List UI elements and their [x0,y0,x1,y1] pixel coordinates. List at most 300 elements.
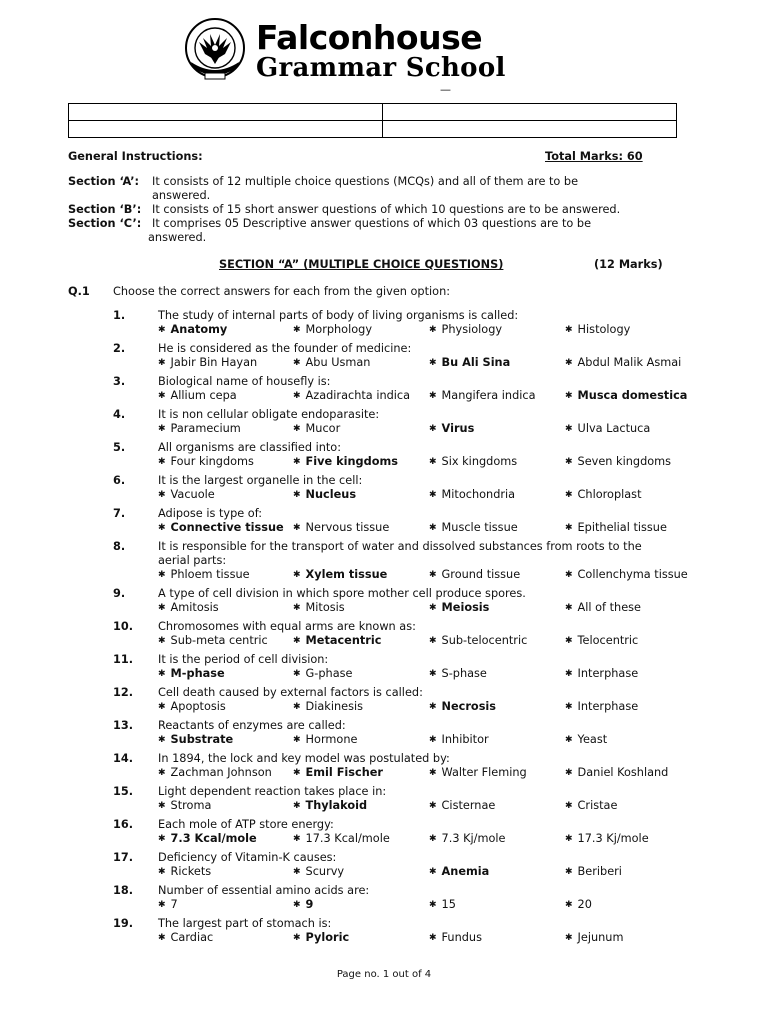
mcq-option-label: Mangifera indica [441,389,536,402]
mcq-option[interactable] [565,389,687,402]
mcq-option[interactable] [429,766,527,779]
mcq-option[interactable] [158,667,225,680]
mcq-option[interactable] [293,700,363,713]
mcq-number: 17. [113,851,134,864]
mcq-item [0,375,768,408]
total-marks: Total Marks: 60 [545,150,643,163]
mcq-item [0,917,768,950]
bullet-star-icon: ✱ [293,702,301,712]
mcq-option[interactable] [429,389,536,402]
bullet-star-icon: ✱ [429,669,437,679]
mcq-option-label: Rickets [170,865,212,878]
bullet-star-icon: ✱ [293,735,301,745]
mcq-option-label: Mitosis [305,601,345,614]
mcq-option-label: Daniel Koshland [577,766,669,779]
mcq-option-label: Zachman Johnson [170,766,272,779]
mcq-option[interactable] [429,601,489,614]
mcq-option[interactable] [429,634,527,647]
mcq-option[interactable] [565,601,641,614]
bullet-star-icon: ✱ [293,801,301,811]
mcq-option-label: Histology [577,323,631,336]
mcq-option[interactable] [158,568,250,581]
bullet-star-icon: ✱ [429,933,437,943]
bullet-star-icon: ✱ [158,702,166,712]
bullet-star-icon: ✱ [565,603,573,613]
mcq-option[interactable] [293,766,383,779]
school-header [183,18,563,90]
mcq-option-label: 17.3 Kj/mole [577,832,649,845]
mcq-number: 18. [113,884,134,897]
mcq-option[interactable] [565,898,592,911]
mcq-option-label: Epithelial tissue [577,521,667,534]
mcq-option-label: Ground tissue [441,568,521,581]
bullet-star-icon: ✱ [293,523,301,533]
mcq-option-label: Morphology [305,323,372,336]
mcq-question-text: Biological name of housefly is: [158,375,331,388]
bullet-star-icon: ✱ [158,424,166,434]
mcq-number: 5. [113,441,126,454]
mcq-number: 7. [113,507,126,520]
mcq-option-label: Six kingdoms [441,455,518,468]
mcq-option[interactable] [429,422,474,435]
mcq-option[interactable] [429,700,496,713]
mcq-option[interactable] [565,323,630,336]
bullet-star-icon: ✱ [293,867,301,877]
mcq-option[interactable] [158,865,211,878]
section-a-text: It consists of 12 multiple choice questions (MCQs) and all of them are to be [152,175,579,188]
mcq-option[interactable] [565,931,623,944]
bullet-star-icon: ✱ [429,702,437,712]
mcq-option-label: Metacentric [305,634,382,647]
info-cell[interactable] [69,104,383,121]
header-dash: — [440,83,451,96]
info-cell[interactable] [383,121,677,138]
mcq-question-text: It is responsible for the transport of water and dissolved substances from roots to the [158,540,642,553]
mcq-option-label: Connective tissue [170,521,284,534]
mcq-option[interactable] [429,455,517,468]
bullet-star-icon: ✱ [158,603,166,613]
mcq-option-label: Bu Ali Sina [441,356,511,369]
mcq-option[interactable] [293,931,349,944]
bullet-star-icon: ✱ [429,603,437,613]
bullet-star-icon: ✱ [429,358,437,368]
bullet-star-icon: ✱ [158,457,166,467]
mcq-option[interactable] [158,323,227,336]
bullet-star-icon: ✱ [158,768,166,778]
mcq-option-label: Amitosis [170,601,219,614]
mcq-option[interactable] [158,931,213,944]
mcq-question-text: Deficiency of Vitamin-K causes: [158,851,337,864]
bullet-star-icon: ✱ [158,735,166,745]
mcq-option[interactable] [293,799,367,812]
bullet-star-icon: ✱ [429,768,437,778]
bullet-star-icon: ✱ [293,900,301,910]
mcq-question-text-cont: aerial parts: [158,554,227,567]
mcq-option[interactable] [158,356,257,369]
mcq-option[interactable] [293,455,398,468]
mcq-option-label: Pyloric [305,931,350,944]
mcq-option[interactable] [158,898,178,911]
bullet-star-icon: ✱ [158,669,166,679]
section-c-text-cont: answered. [148,231,207,244]
mcq-question-text: Chromosomes with equal arms are known as: [158,620,416,633]
bullet-star-icon: ✱ [565,735,573,745]
mcq-option-label: Mucor [305,422,341,435]
mcq-option[interactable] [429,323,502,336]
bullet-star-icon: ✱ [565,391,573,401]
mcq-number: 9. [113,587,126,600]
mcq-item [0,719,768,752]
mcq-option-label: Phloem tissue [170,568,250,581]
mcq-option-label: Scurvy [305,865,345,878]
bullet-star-icon: ✱ [293,603,301,613]
mcq-option-label: Sub-telocentric [441,634,528,647]
bullet-star-icon: ✱ [429,457,437,467]
section-b-label: Section ‘B’: [68,203,142,216]
mcq-option[interactable] [429,488,515,501]
mcq-option[interactable] [293,667,352,680]
school-crest-logo [183,18,247,82]
mcq-option[interactable] [565,667,638,680]
mcq-option[interactable] [158,521,284,534]
section-a-title: SECTION “A” (MULTIPLE CHOICE QUESTIONS) [219,258,504,271]
bullet-star-icon: ✱ [565,457,573,467]
mcq-option[interactable] [293,832,390,845]
mcq-number: 1. [113,309,126,322]
bullet-star-icon: ✱ [565,669,573,679]
bullet-star-icon: ✱ [293,490,301,500]
bullet-star-icon: ✱ [429,834,437,844]
bullet-star-icon: ✱ [293,768,301,778]
mcq-option[interactable] [158,700,226,713]
mcq-option-label: All of these [577,601,641,614]
mcq-option-label: 7.3 Kj/mole [441,832,506,845]
mcq-option-label: Collenchyma tissue [577,568,688,581]
mcq-item [0,620,768,653]
bullet-star-icon: ✱ [565,768,573,778]
mcq-option-label: Interphase [577,667,639,680]
mcq-option[interactable] [158,799,211,812]
mcq-number: 4. [113,408,126,421]
school-subtitle: Grammar School [256,53,506,83]
mcq-option-label: S-phase [441,667,487,680]
section-a-marks: (12 Marks) [594,258,663,271]
bullet-star-icon: ✱ [565,523,573,533]
mcq-option-label: Jabir Bin Hayan [170,356,258,369]
mcq-option[interactable] [565,700,638,713]
mcq-option-label: Telocentric [577,634,639,647]
mcq-option-label: Five kingdoms [305,455,398,468]
mcq-option[interactable] [565,568,688,581]
bullet-star-icon: ✱ [565,867,573,877]
mcq-option-label: Mitochondria [441,488,516,501]
question-text: Choose the correct answers for each from the given option: [113,285,451,298]
mcq-option[interactable] [429,898,456,911]
bullet-star-icon: ✱ [565,490,573,500]
page-footer: Page no. 1 out of 4 [336,969,432,980]
mcq-item [0,441,768,474]
mcq-option-label: Diakinesis [305,700,364,713]
bullet-star-icon: ✱ [158,900,166,910]
mcq-item [0,587,768,620]
bullet-star-icon: ✱ [158,801,166,811]
bullet-star-icon: ✱ [158,325,166,335]
mcq-option[interactable] [158,601,219,614]
info-cell[interactable] [383,104,677,121]
bullet-star-icon: ✱ [565,636,573,646]
bullet-star-icon: ✱ [429,867,437,877]
mcq-number: 16. [113,818,134,831]
mcq-option[interactable] [429,733,489,746]
bullet-star-icon: ✱ [293,834,301,844]
mcq-option[interactable] [158,455,254,468]
mcq-item [0,653,768,686]
mcq-option[interactable] [565,733,607,746]
mcq-option[interactable] [293,898,313,911]
mcq-option-label: 15 [441,898,456,911]
mcq-question-text: It is the period of cell division: [158,653,329,666]
section-c-text: It comprises 05 Descriptive answer questions of which 03 questions are to be [152,217,592,230]
info-cell[interactable] [69,121,383,138]
bullet-star-icon: ✱ [565,900,573,910]
mcq-option-label: Jejunum [577,931,624,944]
mcq-option-label: Ulva Lactuca [577,422,651,435]
bullet-star-icon: ✱ [429,391,437,401]
mcq-question-text: A type of cell division in which spore mother cell produce spores. [158,587,526,600]
mcq-option-label: Thylakoid [305,799,368,812]
mcq-item [0,408,768,441]
mcq-option[interactable] [429,799,495,812]
bullet-star-icon: ✱ [158,391,166,401]
mcq-option[interactable] [158,766,272,779]
mcq-option[interactable] [565,634,638,647]
mcq-number: 19. [113,917,134,930]
mcq-option-label: 17.3 Kcal/mole [305,832,390,845]
mcq-option[interactable] [293,601,345,614]
mcq-option-label: Cardiac [170,931,214,944]
mcq-option[interactable] [158,634,268,647]
bullet-star-icon: ✱ [158,867,166,877]
section-c-label: Section ‘C’: [68,217,142,230]
mcq-option[interactable] [429,667,487,680]
mcq-number: 14. [113,752,134,765]
bullet-star-icon: ✱ [429,490,437,500]
mcq-option[interactable] [293,521,389,534]
mcq-item [0,752,768,785]
school-name: Falconhouse [256,18,483,57]
bullet-star-icon: ✱ [565,801,573,811]
mcq-option-label: Substrate [170,733,234,746]
student-info-table [68,103,677,138]
mcq-option-label: 9 [305,898,314,911]
bullet-star-icon: ✱ [293,457,301,467]
mcq-question-text: It is non cellular obligate endoparasite: [158,408,380,421]
mcq-option-label: Meiosis [441,601,490,614]
bullet-star-icon: ✱ [429,424,437,434]
instructions-title: General Instructions: [68,150,203,163]
bullet-star-icon: ✱ [293,636,301,646]
mcq-item [0,474,768,507]
mcq-question-text: Number of essential amino acids are: [158,884,370,897]
mcq-option-label: Beriberi [577,865,622,878]
mcq-item [0,686,768,719]
bullet-star-icon: ✱ [429,325,437,335]
mcq-option[interactable] [293,865,344,878]
mcq-option-label: Fundus [441,931,482,944]
mcq-option-label: Azadirachta indica [305,389,411,402]
mcq-option[interactable] [158,488,215,501]
mcq-item [0,309,768,342]
mcq-option[interactable] [293,323,372,336]
bullet-star-icon: ✱ [565,325,573,335]
mcq-option-label: Walter Fleming [441,766,527,779]
mcq-question-text: He is considered as the founder of medicine: [158,342,412,355]
mcq-option-label: Abu Usman [305,356,371,369]
mcq-option[interactable] [158,422,241,435]
bullet-star-icon: ✱ [293,358,301,368]
mcq-option-label: Allium cepa [170,389,237,402]
mcq-option-label: Paramecium [170,422,241,435]
mcq-option[interactable] [158,832,257,845]
mcq-option[interactable] [293,488,356,501]
mcq-option-label: Necrosis [441,700,497,713]
mcq-option[interactable] [565,521,667,534]
bullet-star-icon: ✱ [429,900,437,910]
bullet-star-icon: ✱ [565,570,573,580]
mcq-option[interactable] [293,389,410,402]
mcq-option-label: Four kingdoms [170,455,254,468]
mcq-question-text: Reactants of enzymes are called: [158,719,346,732]
bullet-star-icon: ✱ [429,523,437,533]
bullet-star-icon: ✱ [429,570,437,580]
mcq-option[interactable] [158,733,233,746]
bullet-star-icon: ✱ [429,636,437,646]
mcq-option-label: Seven kingdoms [577,455,672,468]
mcq-number: 8. [113,540,126,553]
mcq-option-label: Hormone [305,733,358,746]
mcq-item [0,884,768,917]
mcq-question-text: The study of internal parts of body of living organisms is called: [158,309,519,322]
mcq-number: 10. [113,620,134,633]
bullet-star-icon: ✱ [429,801,437,811]
mcq-number: 6. [113,474,126,487]
mcq-option-label: Chloroplast [577,488,642,501]
mcq-item [0,540,768,581]
mcq-option[interactable] [565,488,642,501]
mcq-number: 15. [113,785,134,798]
mcq-option[interactable] [293,634,381,647]
mcq-question-text: Each mole of ATP store energy: [158,818,334,831]
mcq-option-label: Stroma [170,799,212,812]
mcq-number: 2. [113,342,126,355]
mcq-option-label: Anatomy [170,323,228,336]
mcq-question-text: All organisms are classified into: [158,441,342,454]
mcq-option[interactable] [565,799,617,812]
mcq-option-label: M-phase [170,667,225,680]
mcq-option-label: Yeast [577,733,608,746]
bullet-star-icon: ✱ [565,834,573,844]
mcq-option-label: Interphase [577,700,639,713]
mcq-option-label: Cisternae [441,799,496,812]
mcq-option-label: Apoptosis [170,700,226,713]
mcq-option[interactable] [293,422,340,435]
mcq-option[interactable] [565,455,671,468]
mcq-option[interactable] [565,422,650,435]
mcq-option-label: 7 [170,898,178,911]
question-label: Q.1 [68,285,90,298]
mcq-option-label: Sub-meta centric [170,634,268,647]
mcq-number: 11. [113,653,134,666]
mcq-question-text: In 1894, the lock and key model was postulated by: [158,752,450,765]
mcq-option-label: Vacuole [170,488,215,501]
mcq-option[interactable] [565,832,649,845]
bullet-star-icon: ✱ [293,325,301,335]
section-a-label: Section ‘A’: [68,175,140,188]
section-b-text: It consists of 15 short answer questions of which 10 questions are to be answered. [152,203,621,216]
bullet-star-icon: ✱ [293,669,301,679]
mcq-option[interactable] [429,865,489,878]
mcq-option-label: Emil Fischer [305,766,383,779]
mcq-option[interactable] [293,356,370,369]
bullet-star-icon: ✱ [565,933,573,943]
mcq-item [0,342,768,375]
mcq-item [0,818,768,851]
mcq-option[interactable] [565,356,681,369]
mcq-number: 13. [113,719,134,732]
mcq-option-label: Physiology [441,323,503,336]
mcq-option[interactable] [293,733,357,746]
mcq-question-text: It is the largest organelle in the cell: [158,474,363,487]
mcq-option-label: 7.3 Kcal/mole [170,832,257,845]
mcq-option-label: Anemia [441,865,490,878]
mcq-question-text: Adipose is type of: [158,507,263,520]
bullet-star-icon: ✱ [158,358,166,368]
mcq-option[interactable] [429,832,505,845]
mcq-option-label: Muscle tissue [441,521,518,534]
mcq-item [0,785,768,818]
bullet-star-icon: ✱ [293,424,301,434]
mcq-question-text: Cell death caused by external factors is called: [158,686,423,699]
bullet-star-icon: ✱ [158,523,166,533]
mcq-option-label: Abdul Malik Asmai [577,356,682,369]
mcq-option[interactable] [429,568,520,581]
mcq-question-text: Light dependent reaction takes place in: [158,785,387,798]
mcq-option[interactable] [158,389,237,402]
mcq-option-label: Xylem tissue [305,568,388,581]
bullet-star-icon: ✱ [158,636,166,646]
bullet-star-icon: ✱ [565,358,573,368]
mcq-option-label: Virus [441,422,475,435]
mcq-option[interactable] [429,931,482,944]
mcq-option-label: G-phase [305,667,353,680]
mcq-item [0,507,768,540]
mcq-option-label: Cristae [577,799,618,812]
bullet-star-icon: ✱ [158,570,166,580]
mcq-option[interactable] [429,356,510,369]
mcq-option[interactable] [565,865,622,878]
mcq-number: 3. [113,375,126,388]
mcq-number: 12. [113,686,134,699]
mcq-option[interactable] [429,521,518,534]
bullet-star-icon: ✱ [565,702,573,712]
mcq-question-text: The largest part of stomach is: [158,917,332,930]
mcq-option[interactable] [293,568,387,581]
mcq-option-label: Nervous tissue [305,521,390,534]
bullet-star-icon: ✱ [158,490,166,500]
bullet-star-icon: ✱ [565,424,573,434]
mcq-option[interactable] [565,766,668,779]
mcq-option-label: Inhibitor [441,733,489,746]
